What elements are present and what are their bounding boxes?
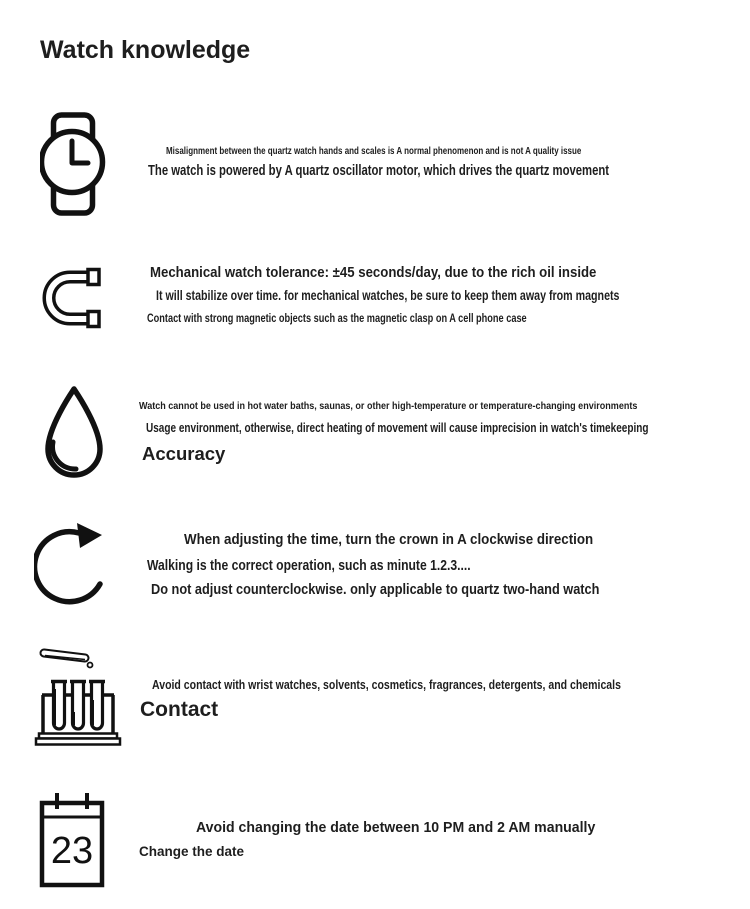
section-heading: Contact [140,698,219,721]
wristwatch-icon [40,112,106,216]
text-line: Change the date [139,844,245,859]
calendar-day: 23 [50,830,94,872]
text-line: Watch cannot be used in hot water baths, saunas, or other high-temperature or temperature-changing environments [139,400,638,412]
text-line: Usage environment, otherwise, direct heating of movement will cause imprecision in watch's timekeeping [146,420,649,435]
page-title: Watch knowledge [40,36,251,64]
text-line: Misalignment between the quartz watch hands and scales is A normal phenomenon and is not A quality issue [166,146,582,157]
calendar-icon [38,790,106,888]
text-line: Contact with strong magnetic objects such as the magnetic clasp on A cell phone case [147,313,527,325]
section-heading: Accuracy [142,443,226,464]
clockwise-arrow-icon [34,521,112,613]
text-line: It will stabilize over time. for mechanical watches, be sure to keep them away from magnets [156,288,620,303]
test-tubes-icon [34,644,124,748]
text-line: Do not adjust counterclockwise. only applicable to quartz two-hand watch [151,581,600,598]
magnet-icon [40,266,104,330]
text-line: Avoid contact with wrist watches, solvents, cosmetics, fragrances, detergents, and chemicals [152,677,621,692]
text-line: The watch is powered by A quartz oscillator motor, which drives the quartz movement [148,163,610,179]
water-drop-icon [42,385,106,483]
text-line: When adjusting the time, turn the crown in A clockwise direction [184,531,594,548]
text-line: Walking is the correct operation, such as minute 1.2.3.... [147,557,471,574]
text-line: Mechanical watch tolerance: ±45 seconds/day, due to the rich oil inside [150,264,597,281]
text-line: Avoid changing the date between 10 PM and 2 AM manually [196,819,596,836]
